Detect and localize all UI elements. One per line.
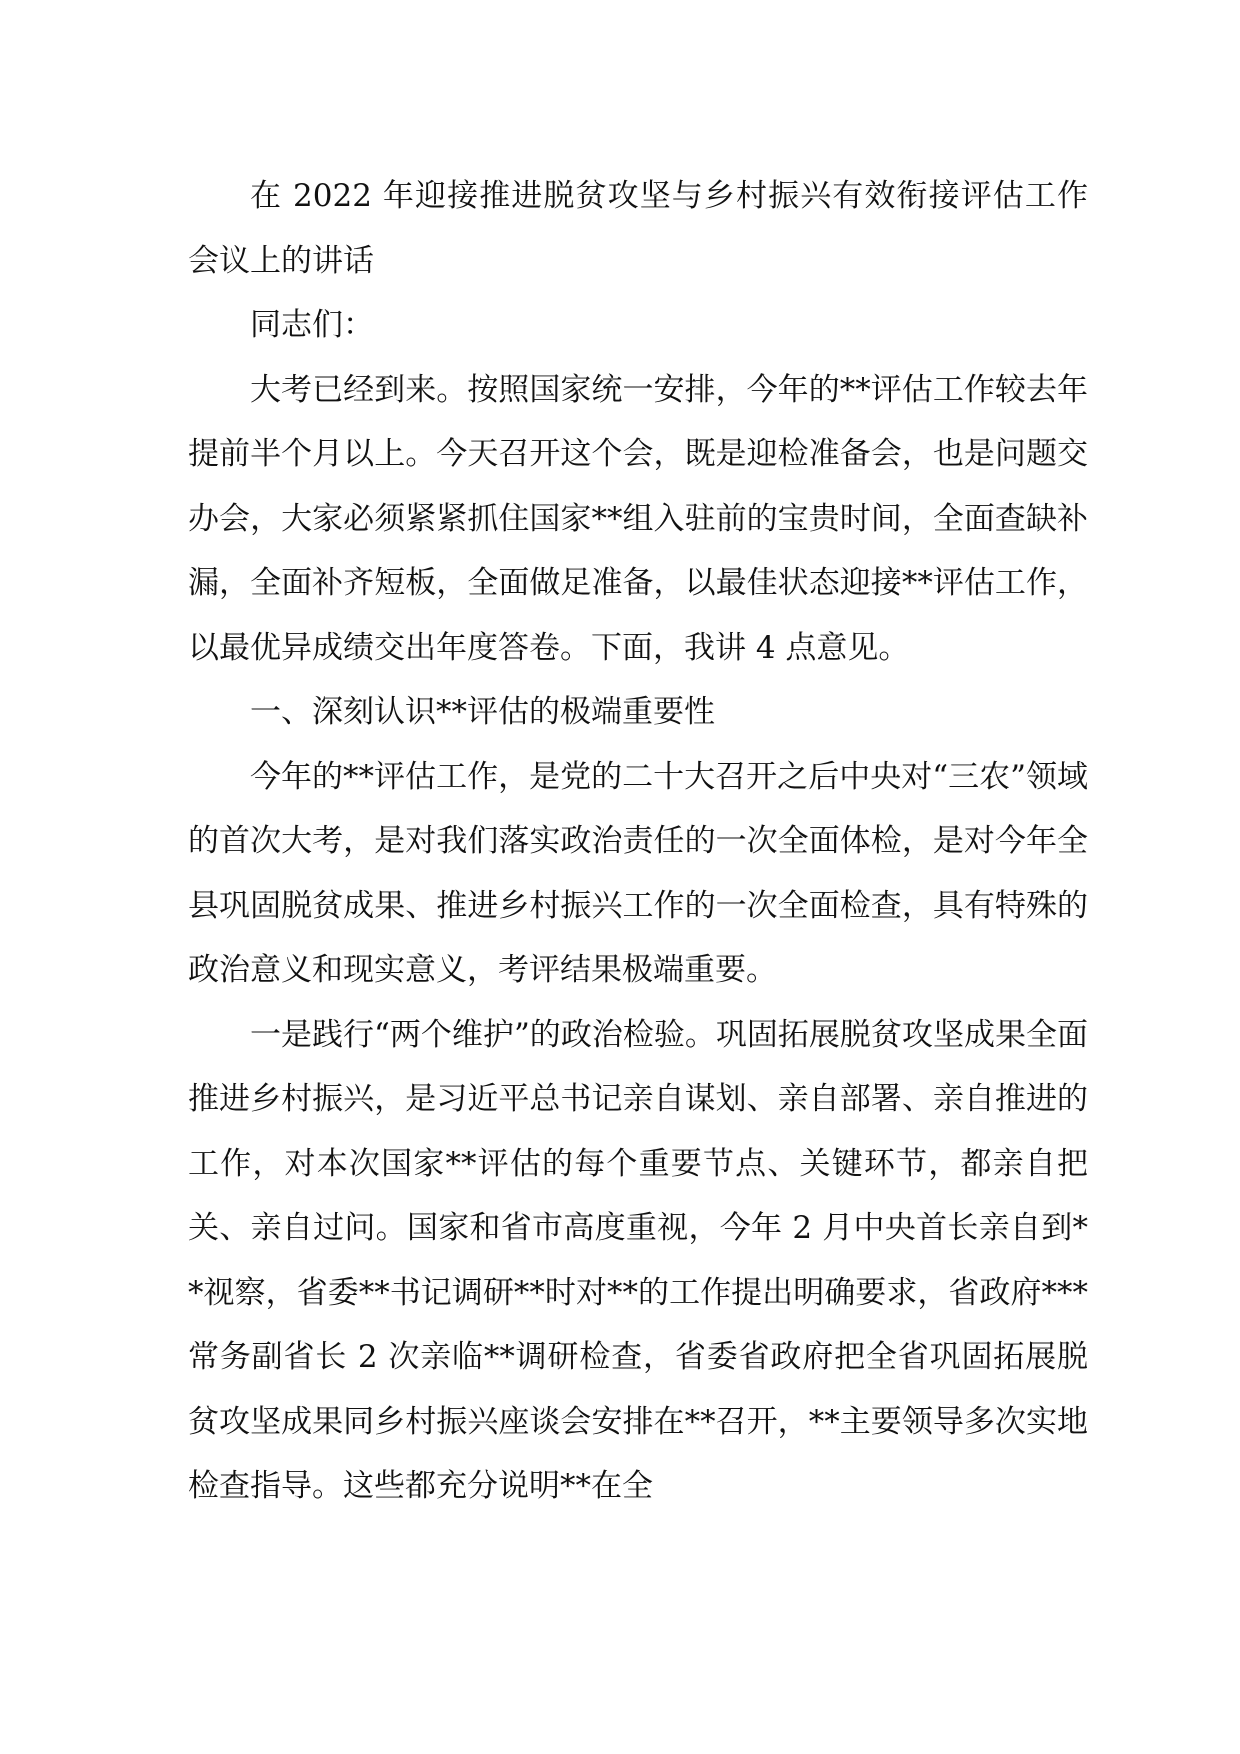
salutation: 同志们： [250,307,374,343]
paragraph-point-1: 一是践行“两个维护”的政治检验。巩固拓展脱贫攻坚成果全面推进乡村振兴，是习近平总书记亲自谋划、亲自部署、亲自推进的工作，对本次国家**评估的每个重要节点、关键环节，都亲自把关、亲自过问。国家和省市高度重视，今年 2 月中央首长亲自到**视察，省委**书记调研**时对**的工作提出明确要求，省政府***常务副省长 2 次亲临**调研检查，省委省政府把全省巩固拓展脱贫攻坚成果同乡村振兴座谈会安排在**召开，**主要领导多次实地检查指导。这些都充分说明**在全 [188,1016,1088,1504]
document-title: 在 2022 年迎接推进脱贫攻坚与乡村振兴有效衔接评估工作会议上的讲话 [188,178,1088,279]
section-heading-1: 一、深刻认识**评估的极端重要性 [250,694,715,730]
paragraph-section-1: 今年的**评估工作，是党的二十大召开之后中央对“三农”领域的首次大考，是对我们落实政治责任的一次全面体检，是对今年全县巩固脱贫成果、推进乡村振兴工作的一次全面检查，具有特殊的政治意义和现实意义，考评结果极端重要。 [188,758,1088,988]
paragraph-intro: 大考已经到来。按照国家统一安排，今年的**评估工作较去年提前半个月以上。今天召开这个会，既是迎检准备会，也是问题交办会，大家必须紧紧抓住国家**组入驻前的宝贵时间，全面查缺补漏，全面补齐短板，全面做足准备，以最佳状态迎接**评估工作，以最优异成绩交出年度答卷。下面，我讲 4 点意见。 [188,371,1088,666]
document-page [188,164,1088,1519]
